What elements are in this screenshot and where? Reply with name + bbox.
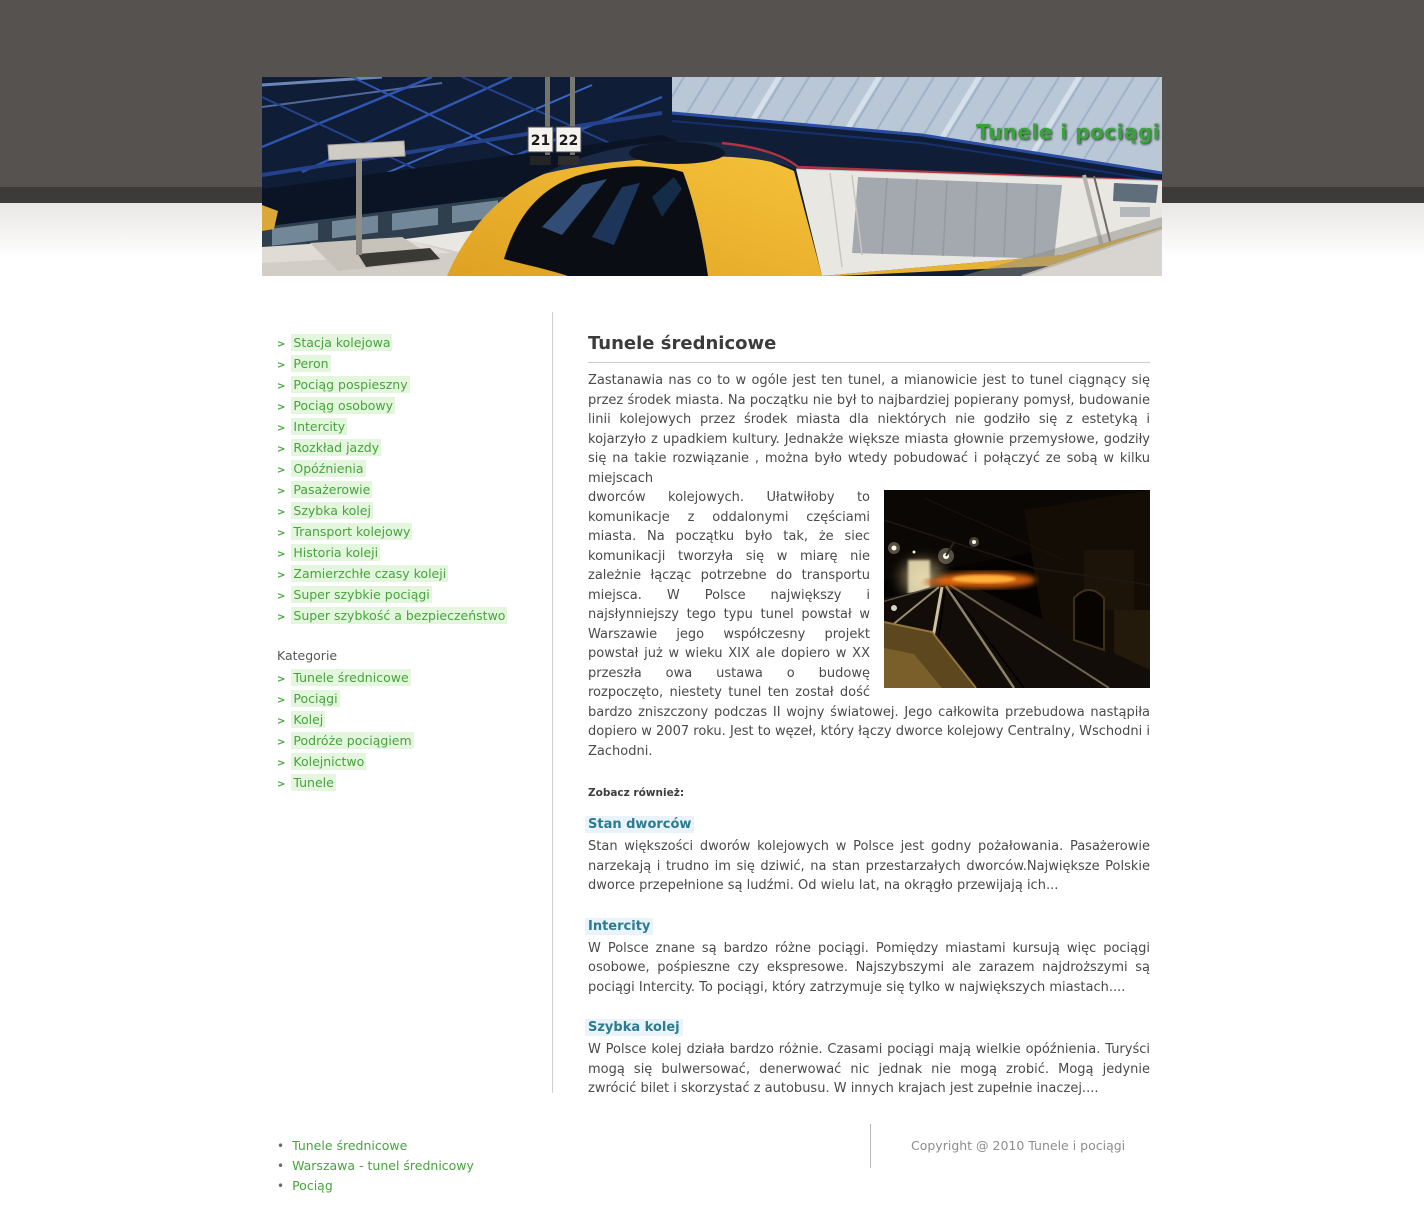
sidebar-link-super-szybkosc[interactable]: Super szybkość a bezpieczeństwo [293,608,506,623]
sidebar-link-pociag-pospieszny[interactable]: Pociąg pospieszny [293,377,408,392]
station-train-photo [262,77,1162,276]
related-link-intercity[interactable]: Intercity [585,918,653,935]
sidebar-link-intercity[interactable]: Intercity [293,419,346,434]
sidebar-item [277,585,552,606]
category-item [277,689,552,710]
bullet-icon: • [277,1158,285,1173]
chevron-right-icon: > [277,402,286,413]
chevron-right-icon: > [277,674,286,685]
sidebar-item [277,417,552,438]
chevron-right-icon: > [277,591,286,602]
chevron-right-icon: > [277,737,286,748]
article-title: Tunele średnicowe [588,333,1150,363]
sidebar-link-historia-koleji[interactable]: Historia koleji [293,545,379,560]
footer-link-tunele-srednicowe[interactable]: Tunele średnicowe [292,1137,408,1153]
sidebar-item [277,375,552,396]
sidebar-item [277,564,552,585]
sidebar-link-zamierzchle-czasy[interactable]: Zamierzchłe czasy koleji [293,566,447,581]
footer-item [277,1156,1162,1176]
sidebar-item [277,522,552,543]
article-body-section [588,488,1150,761]
chevron-right-icon: > [277,716,286,727]
chevron-right-icon: > [277,465,286,476]
chevron-right-icon: > [277,779,286,790]
chevron-right-icon: > [277,758,286,769]
site-title[interactable]: Tunele i pociągi [976,120,1161,144]
sidebar-item [277,480,552,501]
footer [0,1118,1424,1210]
category-link-pociagi[interactable]: Pociągi [293,691,338,706]
related-article [588,915,1150,998]
sidebar-item [277,396,552,417]
category-link-podroze-pociagiem[interactable]: Podróże pociągiem [293,733,412,748]
sidebar-item [277,501,552,522]
tunnel-photo [884,490,1150,688]
footer-divider [870,1124,871,1168]
sidebar-link-super-szybkie-pociagi[interactable]: Super szybkie pociągi [293,587,430,602]
header [262,0,1162,276]
sidebar-item [277,543,552,564]
chevron-right-icon: > [277,360,286,371]
copyright-text: Copyright @ 2010 Tunele i pociągi [911,1137,1126,1153]
related-article [588,813,1150,896]
chevron-right-icon: > [277,549,286,560]
sidebar-item [277,354,552,375]
platform-sign-21: 21 [530,133,551,149]
category-item [277,752,552,773]
chevron-right-icon: > [277,444,286,455]
main-content [588,333,1150,1118]
footer-item [277,1176,1162,1196]
category-item [277,773,552,794]
bullet-icon: • [277,1138,285,1153]
platform-sign-22: 22 [558,133,579,149]
related-link-stan-dworcow[interactable]: Stan dworców [585,816,694,833]
category-item [277,668,552,689]
sidebar-link-rozklad-jazdy[interactable]: Rozkład jazdy [293,440,380,455]
chevron-right-icon: > [277,528,286,539]
chevron-right-icon: > [277,381,286,392]
sidebar-link-peron[interactable]: Peron [293,356,329,371]
bullet-icon: • [277,1178,285,1193]
sidebar-link-pasazerowie[interactable]: Pasażerowie [293,482,371,497]
category-item [277,710,552,731]
chevron-right-icon: > [277,507,286,518]
categories-label: Kategorie [277,648,338,663]
chevron-right-icon: > [277,423,286,434]
footer-link-warszawa-tunel[interactable]: Warszawa - tunel średnicowy [292,1157,474,1173]
column-divider [552,312,553,1093]
sidebar-link-stacja-kolejowa[interactable]: Stacja kolejowa [293,335,391,350]
category-link-kolejnictwo[interactable]: Kolejnictwo [293,754,365,769]
category-link-kolej[interactable]: Kolej [293,712,324,727]
categories-nav [277,668,552,794]
sidebar-item [277,459,552,480]
article-intro: Zastanawia nas co to w ogóle jest ten tunel, a mianowicie jest to tunel ciągnący się przez środek miasta. Na początku nie był to najbardziej popierany pomysł, budowanie linii kolejowych przez środek miasta dla niektórych nie godziło się z estetyką i kojarzyło z upadkiem kultury. Jednakże większe miasta głownie przemysłowe, godziły się na takie rozwiązanie , można było wtedy pobudować i połączyć ze sobą w kilku miejscach [588,373,1150,486]
article-body: dworców kolejowych. Ułatwiłoby to komunikacje z oddalonymi częściami miasta. Na początku było tak, że siec komunikacji tworzyła się w miarę nie zależnie łącząc potrzebne do transportu miejsca. W Polsce największy i najsłynniejszy tego typu tunel powstał w Warszawie jego współczesny projekt powstał już w wieku XIX ale dopiero w XX przeszła owa ustawa o budowę rozpoczęto, niestety tunel ten został dość bardzo zniszczony podczas II wojny światowej. Jego całkowita przebudowa nastąpiła dopiero w 2007 roku. Jest to węzeł, który łączy dworce kolejowy Centralny, Wschodni i Zachodni. [588,490,1150,759]
chevron-right-icon: > [277,695,286,706]
see-also-label: Zobacz również: [588,787,685,799]
related-text: W Polsce znane są bardzo różne pociągi. Pomiędzy miastami kursują więc pociągi osobowe, pośpieszne czy ekspresowe. Najszybszymi ale zarazem najdroższymi są pociągi Intercity. To pociągi, który zatrzymuje się tylko w największych miastach.... [588,940,1150,995]
chevron-right-icon: > [277,486,286,497]
related-article [588,1016,1150,1099]
category-link-tunele-srednicowe[interactable]: Tunele średnicowe [293,670,409,685]
chevron-right-icon: > [277,570,286,581]
related-text: W Polsce kolej działa bardzo różnie. Czasami pociągi mają wielkie opóźnienia. Turyści mogą się bulwersować, denerwować nic jednak nie mogą zrobić. Mogą jedynie zwrócić bilet i skorzystać z autobusu. W innych krajach jest zupełnie inaczej.... [588,1042,1150,1096]
sidebar-item [277,606,552,627]
category-item [277,731,552,752]
sidebar-nav [277,333,552,627]
category-link-tunele[interactable]: Tunele [293,775,334,790]
sidebar [262,333,552,794]
sidebar-item [277,333,552,354]
sidebar-link-szybka-kolej[interactable]: Szybka kolej [293,503,371,518]
related-link-szybka-kolej[interactable]: Szybka kolej [585,1019,683,1036]
footer-link-pociag[interactable]: Pociąg [292,1177,333,1193]
sidebar-link-opoznienia[interactable]: Opóźnienia [293,461,364,476]
chevron-right-icon: > [277,612,286,623]
sidebar-link-pociag-osobowy[interactable]: Pociąg osobowy [293,398,394,413]
sidebar-item [277,438,552,459]
sidebar-link-transport-kolejowy[interactable]: Transport kolejowy [293,524,411,539]
page-container [262,0,1162,1118]
related-text: Stan większości dworów kolejowych w Polsce jest godny pożałowania. Pasażerowie narzekają i trudno im się dziwić, na stan przestarzałych dworców.Największe Polskie dworce przepełnione są ludźmi. Od wielu lat, na okrągło przewijają ich... [588,839,1150,893]
chevron-right-icon: > [277,339,286,350]
